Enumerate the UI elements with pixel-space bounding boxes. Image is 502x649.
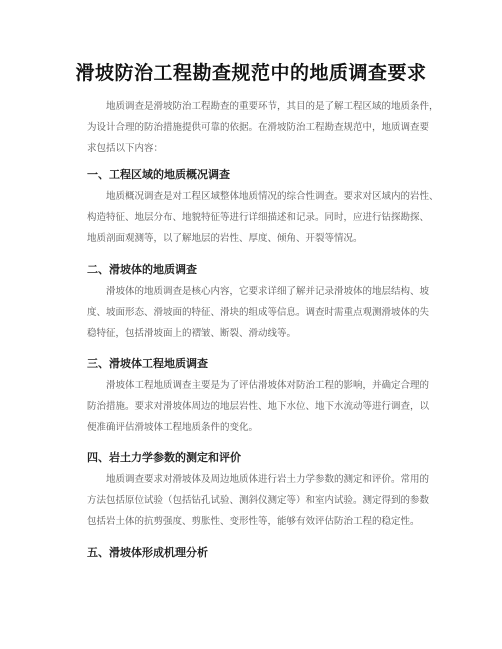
section-heading-2: 二、滑坡体的地质调查	[87, 263, 197, 276]
paragraph-line: 地质调查要求对滑坡体及周边地质体进行岩土力学参数的测定和评价。常用的	[106, 474, 430, 485]
paragraph-line: 稳特征，包括滑坡面上的褶皱、断裂、滑动线等。	[87, 328, 297, 339]
intro-line: 求包括以下内容：	[87, 143, 164, 154]
paragraph-line: 地质概况调查是对工程区域整体地质情况的综合性调查。要求对区域内的岩性、	[106, 191, 439, 202]
section-paragraph-3	[87, 375, 430, 438]
section-paragraph-4	[87, 469, 430, 532]
section-paragraph-1	[87, 186, 439, 249]
section-heading-3: 三、滑坡体工程地质调查	[87, 357, 208, 370]
paragraph-line: 滑坡体的地质调查是核心内容，它要求详细了解并记录滑坡体的地层结构、坡	[106, 286, 430, 297]
document-title: 滑坡防治工程勘查规范中的地质调查要求	[75, 62, 427, 84]
section-heading-5: 五、滑坡体形成机理分析	[87, 546, 208, 559]
paragraph-line: 度、坡面形态、滑坡面的特征、滑块的组成等信息。调查时需重点观测滑坡体的失	[87, 307, 430, 318]
paragraph-line: 方法包括原位试验（包括钻孔试验、测斜仪测定等）和室内试验。测定得到的参数	[87, 495, 430, 506]
intro-line: 地质调查是滑坡防治工程勘查的重要环节，其目的是了解工程区域的地质条件，	[106, 101, 439, 112]
paragraph-line: 地质剖面观测等，以了解地层的岩性、厚度、倾角、开裂等情况。	[87, 233, 363, 244]
paragraph-line: 便准确评估滑坡体工程地质条件的变化。	[87, 422, 259, 433]
section-heading-1: 一、工程区域的地质概况调查	[87, 168, 230, 181]
paragraph-line: 滑坡体工程地质调查主要是为了评估滑坡体对防治工程的影响，并确定合理的	[106, 380, 430, 391]
intro-paragraph	[87, 96, 439, 159]
intro-line: 为设计合理的防治措施提供可靠的依据。在滑坡防治工程勘查规范中，地质调查要	[87, 122, 430, 133]
paragraph-line: 包括岩土体的抗剪强度、剪胀性、变形性等，能够有效评估防治工程的稳定性。	[87, 516, 420, 527]
section-paragraph-2	[87, 281, 430, 344]
paragraph-line: 构造特征、地层分布、地貌特征等进行详细描述和记录。同时，应进行钻探勘探、	[87, 212, 430, 223]
paragraph-line: 防治措施。要求对滑坡体周边的地层岩性、地下水位、地下水流动等进行调查，以	[87, 401, 430, 412]
section-heading-4: 四、岩土力学参数的测定和评价	[87, 451, 241, 464]
